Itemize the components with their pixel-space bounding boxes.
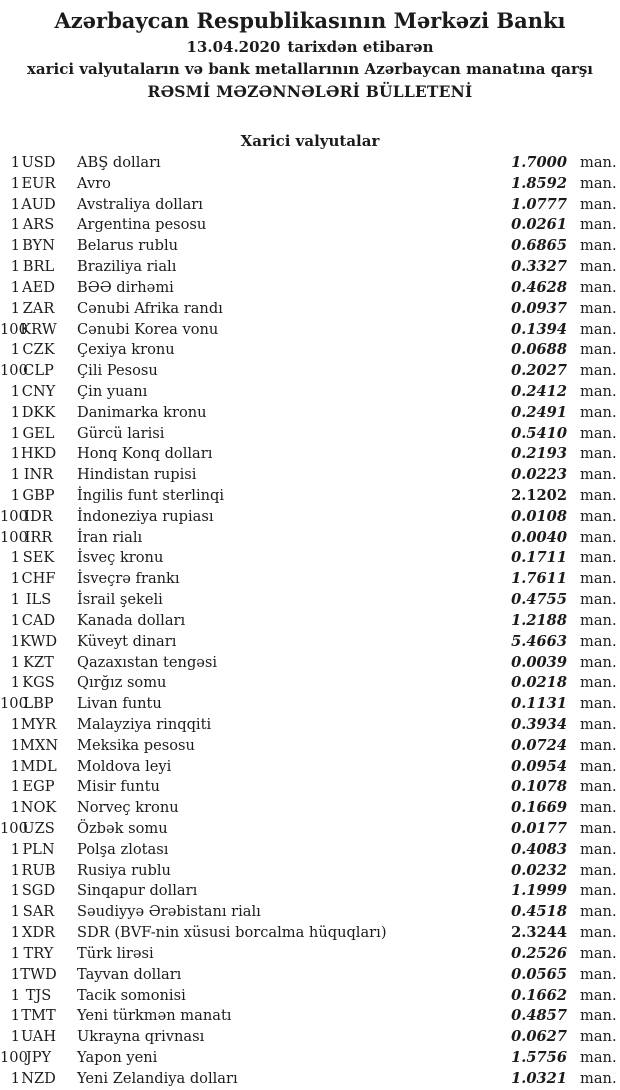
rate-value: 0.0232 (511, 861, 567, 879)
bulletin-header (0, 0, 620, 103)
currency-name: Braziliya rialı (77, 258, 177, 276)
currency-code: SAR (22, 903, 55, 921)
currency-code: IDR (24, 507, 53, 525)
currency-name: Cənubi Korea vonu (77, 320, 219, 338)
rate-value: 0.1711 (511, 549, 567, 567)
quantity: 1 (10, 611, 20, 629)
currency-name: Norveç kronu (77, 799, 179, 817)
currency-code: KRW (20, 320, 57, 338)
quantity: 1 (10, 154, 20, 171)
quantity: 1 (10, 924, 20, 942)
quantity: 1 (10, 403, 20, 421)
currency-code: MDL (20, 757, 57, 775)
bulletin-subtitle: xarici valyutaların və bank metallarının Azərbaycan manatına qarşı (26, 60, 594, 78)
rate-value: 0.4518 (511, 903, 567, 921)
rate-value: 1.7611 (511, 570, 567, 588)
currency-code: USD (21, 154, 56, 171)
unit-label: man. (580, 1048, 617, 1066)
unit-label: man. (580, 299, 617, 317)
currency-name: Ukrayna qrivnası (77, 1028, 205, 1046)
quantity: 100 (0, 507, 28, 525)
rate-value: 0.0223 (511, 466, 567, 484)
currency-name: İngilis funt sterlinqi (77, 487, 225, 504)
unit-label: man. (580, 487, 617, 504)
rate-value: 1.1999 (511, 882, 567, 900)
rate-value: 0.0040 (511, 528, 567, 546)
currency-name: Tayvan dolları (77, 965, 182, 983)
currency-code: ARS (22, 216, 55, 234)
unit-label: man. (580, 237, 617, 255)
rate-value: 0.5410 (511, 424, 567, 442)
unit-label: man. (580, 757, 617, 775)
rate-value: 0.3327 (511, 258, 567, 276)
rate-row (0, 1027, 617, 1048)
currency-code: BRL (22, 258, 55, 276)
quantity: 1 (10, 424, 20, 442)
rate-row (0, 382, 617, 403)
unit-label: man. (580, 278, 617, 296)
rate-value: 0.0565 (511, 965, 567, 983)
unit-label: man. (580, 570, 617, 588)
currency-name: Argentina pesosu (77, 216, 207, 234)
rate-row (0, 611, 617, 632)
currency-code: CZK (22, 341, 55, 359)
unit-label: man. (580, 965, 617, 983)
currency-code: PLN (22, 840, 55, 858)
currency-name: Özbək somu (77, 820, 168, 837)
currency-code: ILS (25, 591, 52, 609)
quantity: 1 (10, 549, 20, 567)
currency-name: İndoneziya rupiası (77, 507, 214, 525)
currency-name: Livan funtu (77, 695, 162, 713)
rate-row (0, 215, 617, 236)
rate-value: 0.2193 (511, 445, 567, 463)
unit-label: man. (580, 611, 617, 629)
quantity: 1 (10, 1007, 20, 1025)
quantity: 1 (10, 278, 20, 296)
unit-label: man. (580, 820, 617, 837)
quantity: 1 (10, 341, 20, 359)
rate-row (0, 403, 617, 424)
currency-code: DKK (21, 403, 56, 421)
quantity: 1 (10, 570, 20, 588)
currency-name: ABŞ dolları (77, 154, 161, 171)
currency-name: Cənubi Afrika randı (77, 299, 223, 317)
rate-row (0, 861, 617, 882)
rate-row (0, 569, 617, 590)
rate-value: 1.2188 (511, 611, 567, 629)
unit-label: man. (580, 341, 617, 359)
rate-row (0, 840, 617, 861)
currency-code: CAD (21, 611, 56, 629)
rate-row (0, 278, 617, 299)
quantity: 1 (10, 487, 20, 504)
currency-name: Sinqapur dolları (77, 882, 198, 900)
rate-value: 0.0261 (511, 216, 567, 234)
rate-row (0, 986, 617, 1007)
quantity: 100 (0, 820, 28, 837)
quantity: 1 (10, 674, 20, 692)
quantity: 1 (10, 591, 20, 609)
quantity: 1 (10, 299, 20, 317)
currency-name: Çili Pesosu (77, 362, 158, 380)
rate-value: 5.4663 (511, 632, 567, 650)
unit-label: man. (580, 715, 617, 733)
currency-code: AED (22, 278, 55, 296)
unit-label: man. (580, 320, 617, 338)
quantity: 1 (10, 445, 20, 463)
currency-code: CLP (23, 362, 54, 380)
quantity: 1 (10, 653, 20, 671)
unit-label: man. (580, 986, 617, 1004)
currency-name: Polşa zlotası (77, 840, 169, 858)
rate-value: 1.0321 (511, 1069, 567, 1087)
currency-code: TMT (21, 1007, 56, 1025)
rate-row (0, 507, 617, 528)
rate-row (0, 1069, 617, 1090)
currency-code: BYN (22, 237, 55, 255)
unit-label: man. (580, 154, 617, 171)
currency-code: TRY (23, 944, 54, 962)
currency-name: Qırğız somu (77, 674, 167, 692)
rate-value: 0.4755 (511, 591, 567, 609)
rate-row (0, 424, 617, 445)
effective-date-line (0, 36, 620, 58)
unit-label: man. (580, 944, 617, 962)
unit-label: man. (580, 216, 617, 234)
currency-name: İsrail şekeli (77, 591, 163, 609)
rate-value: 0.0627 (511, 1028, 567, 1046)
rate-row (0, 528, 617, 549)
unit-label: man. (580, 778, 617, 796)
unit-label: man. (580, 861, 617, 879)
currency-code: HKD (20, 445, 57, 463)
rate-row (0, 632, 617, 653)
effective-date-suffix: tarixdən etibarən (287, 38, 434, 56)
currency-name: Belarus rublu (77, 237, 179, 255)
currency-name: Qazaxıstan tengəsi (77, 653, 218, 671)
quantity: 100 (0, 362, 28, 380)
quantity: 1 (10, 174, 20, 192)
rate-row (0, 590, 617, 611)
rate-value: 1.5756 (511, 1048, 567, 1066)
quantity: 1 (10, 986, 20, 1004)
rate-value: 0.4628 (511, 278, 567, 296)
rate-value: 0.2526 (511, 944, 567, 962)
rate-row (0, 465, 617, 486)
quantity: 1 (10, 778, 20, 796)
rate-value: 0.0218 (511, 674, 567, 692)
unit-label: man. (580, 840, 617, 858)
rate-value: 0.3934 (511, 715, 567, 733)
rate-value: 2.3244 (511, 924, 567, 942)
currency-name: BƏƏ dirhəmi (77, 278, 174, 296)
currency-name: Küveyt dinarı (77, 632, 177, 650)
currency-name: Yeni Zelandiya dolları (77, 1069, 238, 1087)
rate-row (0, 944, 617, 965)
unit-label: man. (580, 1069, 617, 1087)
quantity: 1 (10, 715, 20, 733)
currency-name: Honq Konq dolları (77, 445, 213, 463)
rate-row (0, 965, 617, 986)
rate-row (0, 798, 617, 819)
currency-name: Avstraliya dolları (77, 195, 203, 213)
rate-row (0, 1006, 617, 1027)
rate-row (0, 257, 617, 278)
unit-label: man. (580, 258, 617, 276)
unit-label: man. (580, 549, 617, 567)
quantity: 1 (10, 1028, 20, 1046)
quantity: 100 (0, 1048, 28, 1066)
currency-code: KZT (23, 653, 54, 671)
currency-name: SDR (BVF-nin xüsusi borcalma hüquqları) (77, 924, 387, 942)
quantity: 100 (0, 528, 28, 546)
quantity: 1 (10, 382, 20, 400)
currency-code: KGS (22, 674, 55, 692)
rate-value: 0.1394 (511, 320, 567, 338)
quantity: 1 (10, 965, 20, 983)
rate-row (0, 757, 617, 778)
currency-code: EGP (22, 778, 55, 796)
rate-row (0, 1048, 617, 1069)
unit-label: man. (580, 736, 617, 754)
rate-row (0, 819, 617, 840)
unit-label: man. (580, 466, 617, 484)
rate-value: 0.0688 (511, 341, 567, 359)
currency-code: IRR (24, 528, 53, 546)
currency-name: İran rialı (77, 528, 143, 546)
currency-code: TJS (25, 986, 52, 1004)
rate-row (0, 299, 617, 320)
currency-name: Gürcü larisi (77, 424, 165, 442)
currency-code: UZS (22, 820, 55, 837)
currency-code: GEL (22, 424, 55, 442)
quantity: 1 (10, 882, 20, 900)
unit-label: man. (580, 403, 617, 421)
currency-name: Moldova leyi (77, 757, 172, 775)
rate-row (0, 694, 617, 715)
quantity: 1 (10, 840, 20, 858)
rate-value: 0.0108 (511, 507, 567, 525)
unit-label: man. (580, 174, 617, 192)
unit-label: man. (580, 882, 617, 900)
quantity: 1 (10, 258, 20, 276)
rate-value: 0.1662 (511, 986, 567, 1004)
unit-label: man. (580, 195, 617, 213)
unit-label: man. (580, 903, 617, 921)
bank-name: Azərbaycan Respublikasının Mərkəzi Bankı (54, 8, 566, 33)
currency-name: Yeni türkmən manatı (77, 1007, 232, 1025)
rate-row (0, 174, 617, 195)
unit-label: man. (580, 424, 617, 442)
rate-value: 0.0039 (511, 653, 567, 671)
currency-name: Rusiya rublu (77, 861, 171, 879)
currency-code: NOK (20, 799, 57, 817)
rate-row (0, 340, 617, 361)
rate-value: 0.0724 (511, 736, 567, 754)
quantity: 1 (10, 799, 20, 817)
unit-label: man. (580, 591, 617, 609)
unit-label: man. (580, 653, 617, 671)
currency-name: Çin yuanı (77, 382, 148, 400)
quantity: 1 (10, 736, 20, 754)
unit-label: man. (580, 924, 617, 942)
rate-value: 0.2491 (511, 403, 567, 421)
currency-name: Çexiya kronu (77, 341, 175, 359)
currency-code: JPY (25, 1048, 52, 1066)
unit-label: man. (580, 362, 617, 380)
quantity: 1 (10, 237, 20, 255)
currency-name: Avro (77, 174, 111, 192)
rate-value: 0.2027 (511, 362, 567, 380)
rate-row (0, 195, 617, 216)
rate-row (0, 153, 617, 174)
currency-name: Tacik somonisi (77, 986, 186, 1004)
unit-label: man. (580, 674, 617, 692)
rate-row (0, 444, 617, 465)
currency-code: XDR (21, 924, 56, 942)
quantity: 1 (10, 903, 20, 921)
currency-name: Danimarka kronu (77, 403, 207, 421)
currency-code: AUD (21, 195, 56, 213)
rate-row (0, 902, 617, 923)
rates-table (0, 153, 620, 1090)
currency-name: Malayziya rinqqiti (77, 715, 212, 733)
rate-value: 0.1669 (511, 799, 567, 817)
rate-value: 0.0937 (511, 299, 567, 317)
currency-code: SEK (22, 549, 55, 567)
quantity: 1 (10, 861, 20, 879)
section-title-foreign-currencies: Xarici valyutalar (240, 132, 380, 150)
unit-label: man. (580, 382, 617, 400)
currency-name: Misir funtu (77, 778, 160, 796)
effective-date: 13.04.2020 (186, 38, 281, 56)
rate-value: 0.4083 (511, 840, 567, 858)
quantity: 1 (10, 195, 20, 213)
quantity: 1 (10, 216, 20, 234)
rate-value: 1.0777 (511, 195, 567, 213)
currency-name: Hindistan rupisi (77, 466, 197, 484)
unit-label: man. (580, 632, 617, 650)
bulletin-title: RƏSMİ MƏZƏNNƏLƏRİ BÜLLETENİ (147, 82, 473, 101)
rate-value: 0.1131 (511, 695, 567, 713)
rate-value: 0.2412 (511, 382, 567, 400)
currency-code: CNY (21, 382, 56, 400)
rate-value: 1.8592 (511, 174, 567, 192)
currency-name: Kanada dolları (77, 611, 186, 629)
currency-code: KWD (20, 632, 58, 650)
currency-code: CHF (21, 570, 56, 588)
rate-row (0, 736, 617, 757)
currency-code: RUB (21, 861, 56, 879)
currency-name: Türk lirəsi (77, 944, 154, 962)
currency-name: İsveç kronu (77, 549, 164, 567)
rate-row (0, 673, 617, 694)
quantity: 100 (0, 695, 28, 713)
rate-row (0, 486, 617, 507)
rate-value: 0.1078 (511, 778, 567, 796)
currency-code: GBP (22, 487, 55, 504)
rate-row (0, 361, 617, 382)
currency-code: TWD (20, 965, 57, 983)
rate-row (0, 320, 617, 341)
quantity: 1 (10, 632, 20, 650)
rate-value: 0.0954 (511, 757, 567, 775)
unit-label: man. (580, 1028, 617, 1046)
rate-row (0, 881, 617, 902)
unit-label: man. (580, 799, 617, 817)
rate-row (0, 653, 617, 674)
currency-code: INR (23, 466, 54, 484)
rate-row (0, 715, 617, 736)
quantity: 1 (10, 944, 20, 962)
unit-label: man. (580, 445, 617, 463)
unit-label: man. (580, 528, 617, 546)
currency-name: İsveçrə frankı (77, 570, 180, 588)
rate-row (0, 923, 617, 944)
rate-value: 0.4857 (511, 1007, 567, 1025)
currency-name: Yapon yeni (77, 1048, 158, 1066)
currency-name: Meksika pesosu (77, 736, 195, 754)
currency-code: SGD (21, 882, 56, 900)
currency-code: UAH (20, 1028, 57, 1046)
rate-value: 2.1202 (511, 487, 567, 504)
rate-row (0, 236, 617, 257)
currency-code: NZD (21, 1069, 56, 1087)
quantity: 1 (10, 757, 20, 775)
quantity: 100 (0, 320, 28, 338)
rate-value: 0.6865 (511, 237, 567, 255)
unit-label: man. (580, 507, 617, 525)
currency-code: MYR (20, 715, 57, 733)
rate-row (0, 548, 617, 569)
unit-label: man. (580, 695, 617, 713)
quantity: 1 (10, 466, 20, 484)
currency-code: EUR (21, 174, 56, 192)
currency-name: Səudiyyə Ərəbistanı rialı (77, 903, 261, 921)
rate-value: 1.7000 (511, 154, 567, 171)
rate-row (0, 777, 617, 798)
currency-code: MXN (20, 736, 59, 754)
rate-value: 0.0177 (511, 820, 567, 837)
unit-label: man. (580, 1007, 617, 1025)
currency-code: ZAR (22, 299, 55, 317)
currency-code: LBP (23, 695, 54, 713)
quantity: 1 (10, 1069, 20, 1087)
